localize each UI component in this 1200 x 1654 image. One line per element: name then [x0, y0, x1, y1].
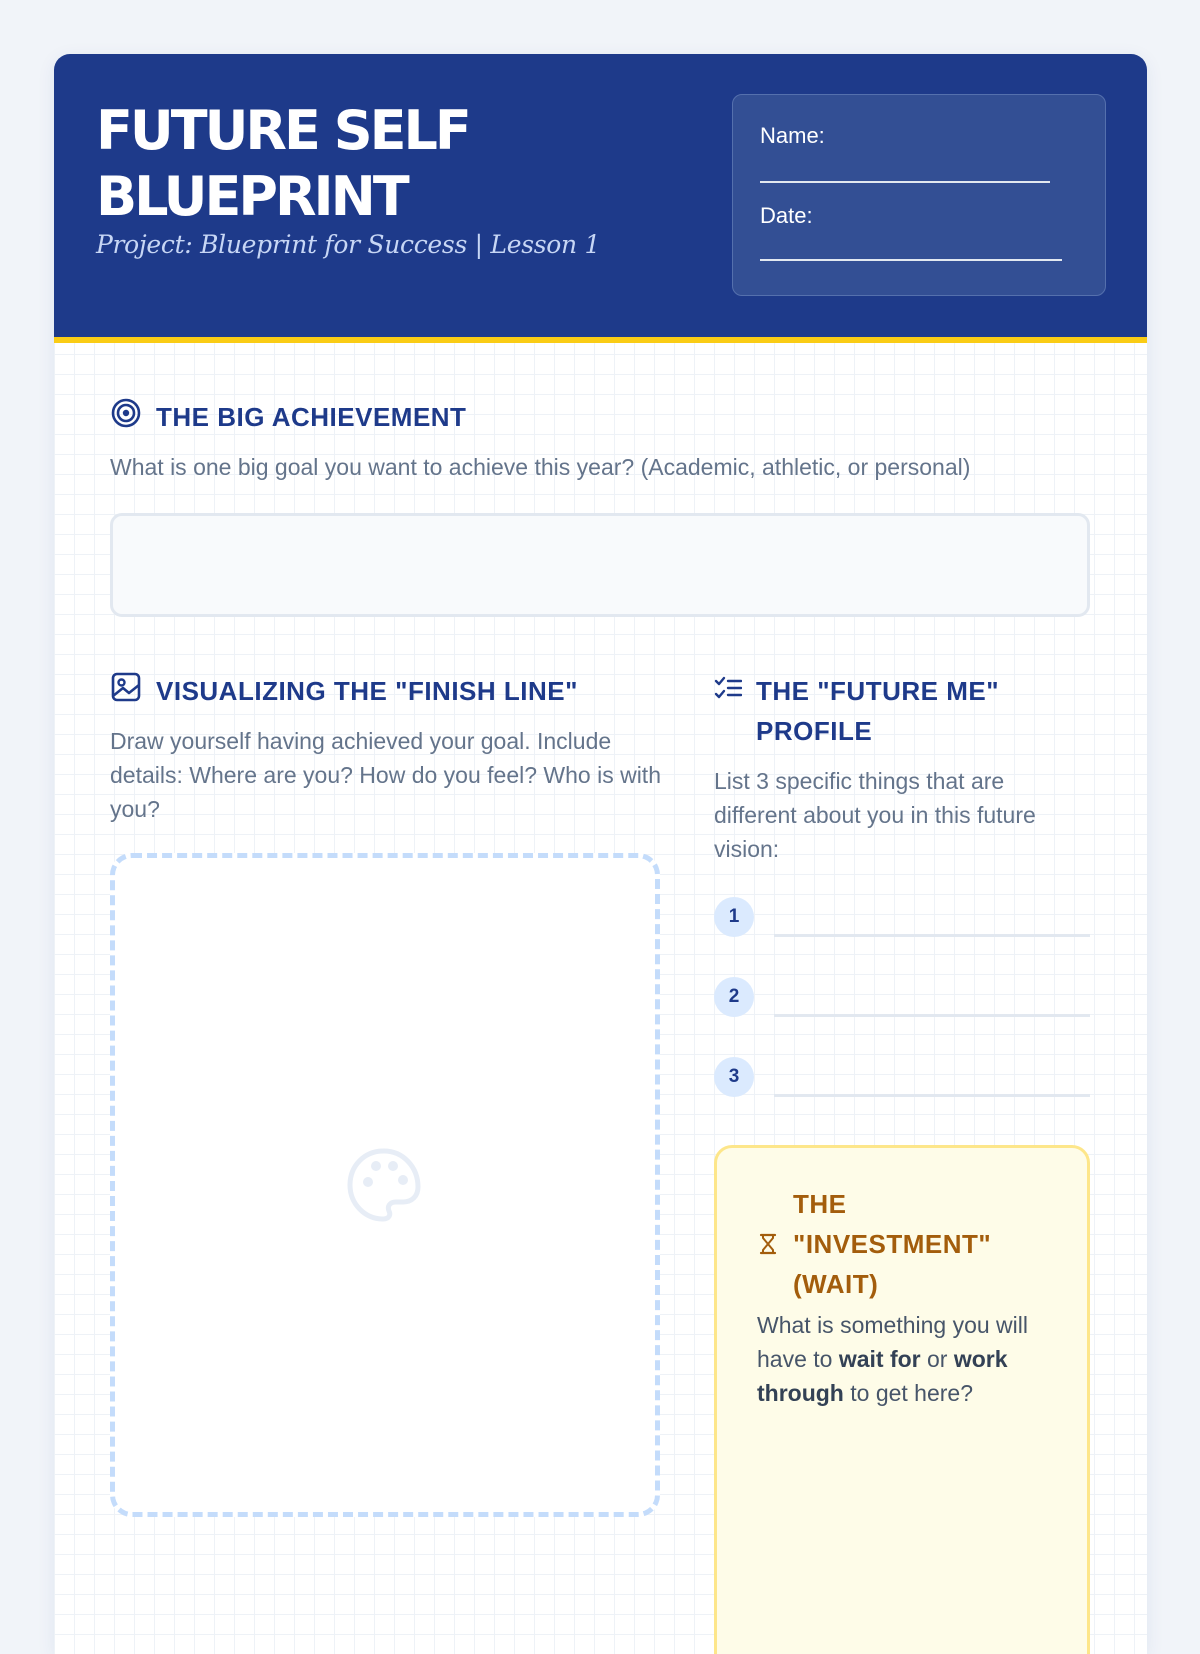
investment-prompt-end: to get here?	[843, 1380, 974, 1406]
item-number-badge: 1	[714, 897, 754, 937]
big-achievement-prompt: What is one big goal you want to achieve this year? (Academic, athletic, or personal)	[110, 454, 971, 480]
finish-line-heading-row	[110, 671, 578, 711]
date-field[interactable]	[760, 259, 1062, 261]
future-me-heading-row	[714, 671, 1094, 751]
investment-prompt-emphasis-wait: wait for	[838, 1346, 921, 1372]
future-me-prompt: List 3 specific things that are different about you in this future vision:	[714, 768, 1036, 862]
name-label: Name:	[760, 123, 825, 148]
future-me-item	[714, 894, 1090, 940]
target-icon	[110, 397, 142, 429]
hourglass-icon	[757, 1233, 779, 1255]
big-achievement-heading-row	[110, 397, 466, 437]
image-icon	[110, 671, 142, 703]
investment-prompt-mid: or	[920, 1346, 954, 1372]
date-label: Date:	[760, 203, 813, 228]
big-achievement-answer-box[interactable]	[110, 513, 1090, 617]
name-field[interactable]	[760, 181, 1050, 183]
item-answer-line[interactable]	[774, 934, 1090, 937]
investment-prompt-emphasis-work: work through	[757, 1346, 1008, 1406]
checklist-icon	[714, 675, 742, 703]
item-number-badge: 2	[714, 977, 754, 1017]
investment-card	[714, 1145, 1090, 1654]
page-title: FUTURE SELF BLUEPRINT	[96, 99, 469, 228]
big-achievement-heading: THE BIG ACHIEVEMENT	[156, 402, 467, 432]
future-me-item	[714, 1054, 1090, 1100]
investment-heading: THE "INVESTMENT" (WAIT)	[793, 1189, 992, 1299]
drawing-area[interactable]	[110, 853, 660, 1517]
worksheet	[54, 54, 1147, 1654]
worksheet-header	[54, 54, 1147, 343]
palette-icon	[346, 1147, 422, 1223]
item-answer-line[interactable]	[774, 1014, 1090, 1017]
item-answer-line[interactable]	[774, 1094, 1090, 1097]
finish-line-heading: VISUALIZING THE "FINISH LINE"	[156, 676, 578, 706]
investment-prompt-start: What is something you will have to	[757, 1312, 1028, 1372]
name-date-box	[732, 94, 1106, 296]
investment-heading-row	[757, 1184, 1033, 1304]
investment-prompt	[757, 1308, 1037, 1410]
future-me-heading: THE "FUTURE ME" PROFILE	[756, 676, 1000, 746]
future-me-item	[714, 974, 1090, 1020]
finish-line-prompt: Draw yourself having achieved your goal. Include details: Where are you? How do you feel? Who is with you?	[110, 728, 661, 822]
item-number-badge: 3	[714, 1057, 754, 1097]
page-subtitle: Project: Blueprint for Success | Lesson 1	[96, 230, 601, 259]
